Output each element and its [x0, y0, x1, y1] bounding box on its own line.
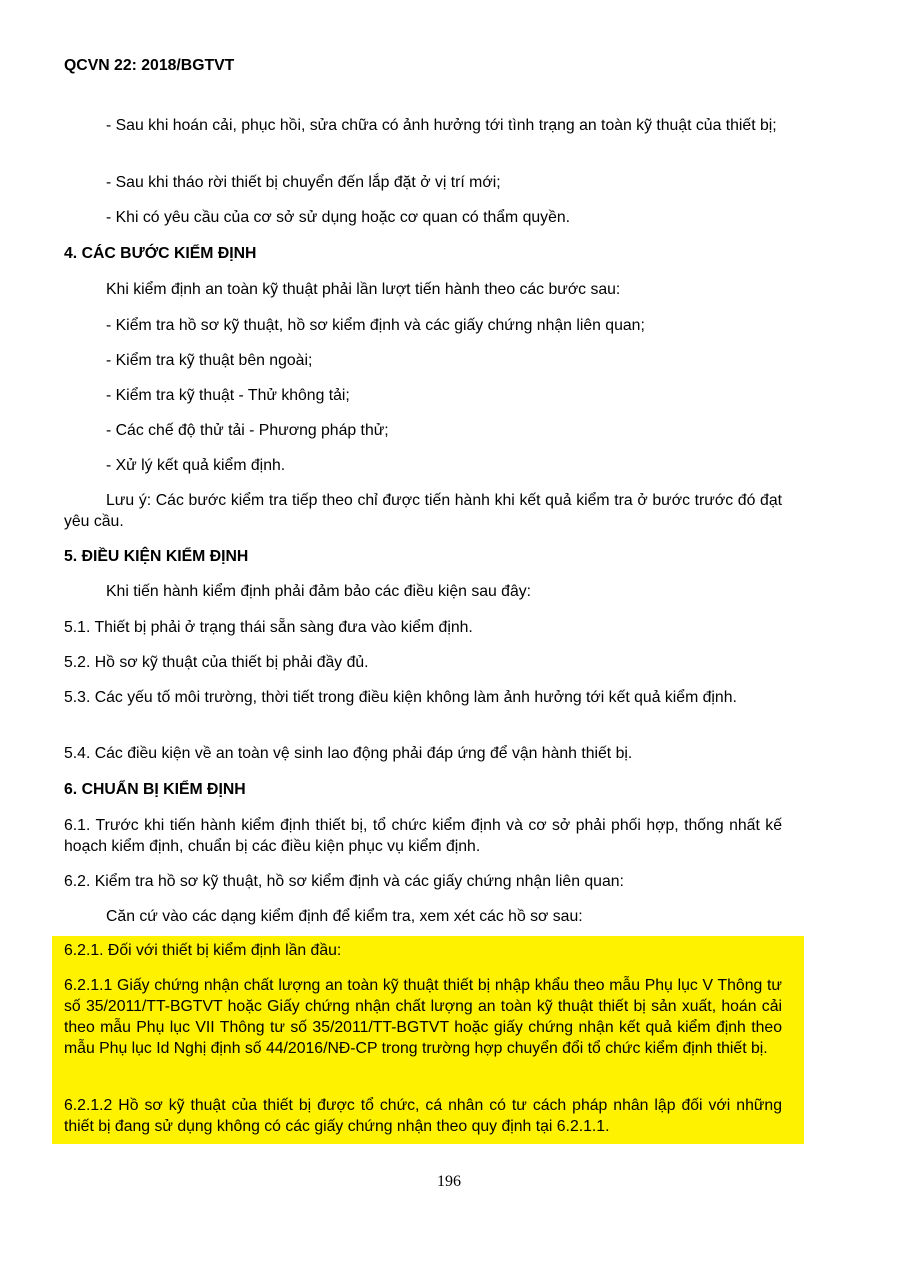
document-header: QCVN 22: 2018/BGTVT — [64, 57, 235, 74]
list-item: - Các chế độ thử tải - Phương pháp thử; — [106, 422, 389, 439]
paragraph: - Sau khi tháo rời thiết bị chuyển đến lắp đặt ở vị trí mới; — [106, 174, 501, 191]
list-item: - Xử lý kết quả kiểm định. — [106, 457, 286, 474]
list-item: - Kiểm tra kỹ thuật - Thử không tải; — [106, 387, 350, 404]
highlighted-paragraph: 6.2.1.1 Giấy chứng nhận chất lượng an toàn kỹ thuật thiết bị nhập khẩu theo mẫu Phụ lục V Thông tư số 35/2011/TT-BGTVT hoặc Giấy chứng nhận chất lượng an toàn kỹ thuật thiết bị sản xuất, hoán cải theo mẫu Phụ lục VII Thông tư số 35/2011/TT-BGTVT hoặc giấy chứng nhận kết quả kiểm định theo mẫu Phụ lục Id Nghị định số 44/2016/NĐ-CP trong trường hợp chuyển đổi tổ chức kiểm định thiết bị. — [64, 977, 782, 1057]
paragraph: - Khi có yêu cầu của cơ sở sử dụng hoặc cơ quan có thẩm quyền. — [106, 209, 571, 226]
list-item: 5.1. Thiết bị phải ở trạng thái sẵn sàng đưa vào kiểm định. — [64, 619, 473, 636]
list-item: - Kiểm tra hồ sơ kỹ thuật, hồ sơ kiểm định và các giấy chứng nhận liên quan; — [106, 317, 645, 334]
list-item: 5.4. Các điều kiện về an toàn vệ sinh lao động phải đáp ứng để vận hành thiết bị. — [64, 745, 633, 762]
list-item: - Kiểm tra kỹ thuật bên ngoài; — [106, 352, 313, 369]
section-heading: 6. CHUẨN BỊ KIỂM ĐỊNH — [64, 781, 246, 798]
paragraph: Khi kiểm định an toàn kỹ thuật phải lần lượt tiến hành theo các bước sau: — [106, 281, 621, 298]
paragraph: Căn cứ vào các dạng kiểm định để kiểm tra, xem xét các hồ sơ sau: — [106, 908, 583, 925]
section-heading: 5. ĐIỀU KIỆN KIỂM ĐỊNH — [64, 548, 249, 565]
section-heading: 4. CÁC BƯỚC KIỂM ĐỊNH — [64, 245, 257, 262]
list-item: 5.2. Hồ sơ kỹ thuật của thiết bị phải đầy đủ. — [64, 654, 369, 671]
highlighted-subheading: 6.2.1. Đối với thiết bị kiểm định lần đầu: — [64, 942, 342, 959]
list-item: 5.3. Các yếu tố môi trường, thời tiết trong điều kiện không làm ảnh hưởng tới kết quả kiểm định. — [64, 689, 737, 706]
highlighted-paragraph: 6.2.1.2 Hồ sơ kỹ thuật của thiết bị được tổ chức, cá nhân có tư cách pháp nhân lập đối với những thiết bị đang sử dụng không có các giấy chứng nhận theo quy định tại 6.2.1.1. — [64, 1097, 782, 1135]
paragraph: Khi tiến hành kiểm định phải đảm bảo các điều kiện sau đây: — [106, 583, 532, 600]
paragraph: 6.1. Trước khi tiến hành kiểm định thiết bị, tổ chức kiểm định và cơ sở phải phối hợp, thống nhất kế hoạch kiểm định, chuẩn bị các điều kiện phục vụ kiểm định. — [64, 817, 782, 855]
note-paragraph: Lưu ý: Các bước kiểm tra tiếp theo chỉ được tiến hành khi kết quả kiểm tra ở bước trước đó đạt yêu cầu. — [64, 492, 782, 530]
paragraph: - Sau khi hoán cải, phục hồi, sửa chữa có ảnh hưởng tới tình trạng an toàn kỹ thuật của thiết bị; — [106, 117, 777, 134]
paragraph: 6.2. Kiểm tra hồ sơ kỹ thuật, hồ sơ kiểm định và các giấy chứng nhận liên quan: — [64, 873, 624, 890]
page-number: 196 — [437, 1173, 461, 1190]
